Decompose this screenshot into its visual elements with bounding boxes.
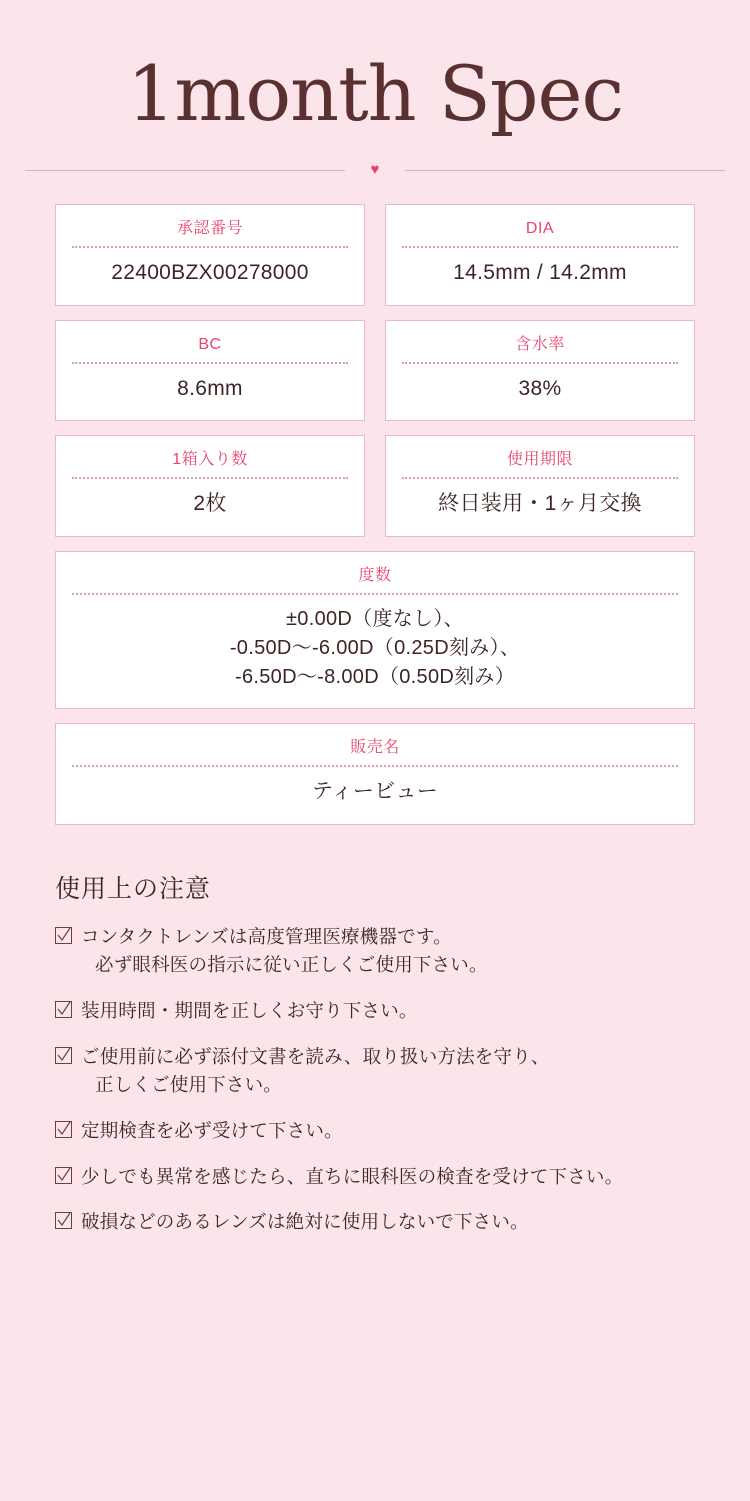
page-title: 1month Spec: [126, 49, 624, 138]
spec-value: 2枚: [193, 492, 227, 516]
note-text: [81, 1208, 529, 1237]
heart-icon: ♥: [345, 162, 405, 178]
power-line-1: ±0.00D（度なし）、: [286, 608, 464, 631]
spec-label: 度数: [358, 566, 392, 584]
spec-label: 使用期限: [506, 451, 573, 469]
note-text: [81, 1163, 623, 1192]
spec-label: 承認番号: [176, 220, 243, 237]
checkbox-icon: [55, 1001, 72, 1018]
note-text: [81, 1043, 550, 1100]
spec-value: 22400BZX00278000: [111, 261, 309, 285]
checkbox-icon: [55, 927, 72, 944]
note-text: [81, 997, 418, 1026]
spec-cell-lenses-per-box: [55, 435, 365, 537]
dotted-separator: [72, 764, 678, 767]
spec-value: 14.5mm / 14.2mm: [453, 261, 627, 285]
spec-cell-replacement-period: [385, 435, 695, 537]
note-line-1: 装用時間・期間を正しくお守り下さい。: [81, 1000, 418, 1022]
note-line-2: 正しくご使用下さい。: [95, 1074, 283, 1096]
spec-cell-power: [55, 551, 695, 709]
dotted-separator: [402, 476, 678, 479]
note-text: [81, 1117, 343, 1146]
spec-cell-water-content: [385, 320, 695, 422]
note-line-1: 破損などのあるレンズは絶対に使用しないで下さい。: [81, 1211, 529, 1233]
spec-label: DIA: [525, 220, 555, 237]
note-line-1: コンタクトレンズは高度管理医療機器です。: [81, 925, 452, 947]
list-item: [55, 923, 695, 980]
spec-value: [72, 605, 678, 692]
note-line-2: 必ず眼科医の指示に従い正しくご使用下さい。: [95, 954, 488, 976]
note-text: [81, 923, 488, 980]
spec-row: [55, 320, 695, 422]
spec-cell-dia: [385, 204, 695, 306]
dotted-separator: [72, 476, 348, 479]
power-line-2: -0.50D〜-6.00D（0.25D刻み）、: [229, 637, 521, 660]
checkbox-icon: [55, 1167, 72, 1184]
spec-table: [55, 204, 695, 825]
spec-row: [55, 204, 695, 306]
note-line-1: ご使用前に必ず添付文書を読み、取り扱い方法を守り、: [81, 1045, 550, 1067]
spec-label: BC: [198, 335, 222, 353]
page-header: [0, 0, 750, 138]
spec-cell-product-name: [55, 723, 695, 825]
spec-row: [55, 551, 695, 709]
spec-cell-bc: [55, 320, 365, 422]
spec-label: 販売名: [350, 739, 400, 757]
checkbox-icon: [55, 1212, 72, 1229]
list-item: [55, 1163, 695, 1192]
spec-value: 終日装用・1ヶ月交換: [438, 492, 642, 516]
dotted-separator: [72, 592, 678, 595]
spec-value: 38%: [518, 376, 562, 400]
list-item: [55, 1208, 695, 1237]
dotted-separator: [402, 245, 678, 248]
dotted-separator: [402, 361, 678, 364]
note-line-1: 少しでも異常を感じたら、直ちに眼科医の検査を受けて下さい。: [81, 1165, 624, 1187]
dotted-separator: [72, 245, 348, 248]
spec-row: [55, 723, 695, 825]
spec-cell-approval-number: [55, 204, 365, 306]
spec-row: [55, 435, 695, 537]
list-item: [55, 1117, 695, 1146]
checkbox-icon: [55, 1121, 72, 1138]
note-line-1: 定期検査を必ず受けて下さい。: [81, 1120, 343, 1142]
spec-label: 1箱入り数: [172, 451, 248, 469]
spec-value: 8.6mm: [177, 376, 243, 400]
spec-value: ティービュー: [311, 780, 439, 804]
list-item: [55, 1043, 695, 1100]
usage-notes-title: 使用上の注意: [55, 874, 212, 903]
checkbox-icon: [55, 1047, 72, 1064]
dotted-separator: [72, 361, 348, 364]
spec-label: 含水率: [515, 335, 565, 353]
usage-notes-section: [55, 869, 695, 1237]
list-item: [55, 997, 695, 1026]
title-divider: [25, 162, 725, 178]
power-line-3: -6.50D〜-8.00D（0.50D刻み）: [234, 666, 516, 689]
